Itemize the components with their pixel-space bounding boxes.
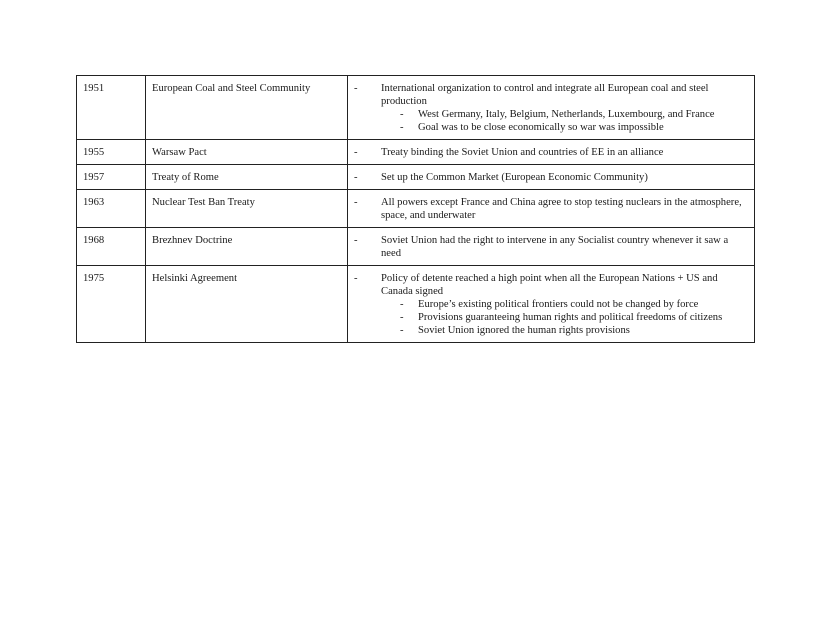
sub-note-item: - West Germany, Italy, Belgium, Netherlands, Luxembourg, and France: [400, 108, 748, 121]
notes-cell: [348, 165, 755, 190]
sub-note-item: - Provisions guaranteeing human rights and political freedoms of citizens: [400, 311, 748, 324]
notes-cell: [348, 228, 755, 266]
timeline-table-body: [77, 76, 755, 343]
event-cell: European Coal and Steel Community: [146, 76, 348, 140]
note-item: [354, 82, 748, 134]
event-cell: Treaty of Rome: [146, 165, 348, 190]
year-cell: 1951: [77, 76, 146, 140]
table-row: [77, 140, 755, 165]
note-item: [354, 272, 748, 337]
notes-list: [354, 82, 748, 134]
note-text: Policy of detente reached a high point when all the European Nations + US and Canada signed: [381, 273, 718, 297]
sub-note-item: - Soviet Union ignored the human rights provisions: [400, 324, 748, 337]
note-text: All powers except France and China agree to stop testing nuclears in the atmosphere, space, and underwater: [381, 197, 742, 221]
note-item: [354, 196, 748, 222]
year-cell: 1975: [77, 266, 146, 343]
event-cell: Brezhnev Doctrine: [146, 228, 348, 266]
notes-list: [354, 171, 748, 184]
event-cell: Helsinki Agreement: [146, 266, 348, 343]
table-row: [77, 165, 755, 190]
notes-cell: [348, 190, 755, 228]
notes-list: [354, 146, 748, 159]
notes-cell: [348, 76, 755, 140]
year-cell: 1955: [77, 140, 146, 165]
event-cell: Warsaw Pact: [146, 140, 348, 165]
notes-list: [354, 196, 748, 222]
note-item: [354, 171, 748, 184]
note-text: Treaty binding the Soviet Union and countries of EE in an alliance: [381, 147, 664, 158]
notes-list: [354, 272, 748, 337]
note-text: International organization to control and integrate all European coal and steel production: [381, 83, 709, 107]
sub-notes-list: [400, 298, 748, 337]
notes-list: [354, 234, 748, 260]
table-row: [77, 228, 755, 266]
note-item: [354, 146, 748, 159]
note-item: [354, 234, 748, 260]
year-cell: 1957: [77, 165, 146, 190]
notes-cell: [348, 140, 755, 165]
table-row: [77, 190, 755, 228]
event-cell: Nuclear Test Ban Treaty: [146, 190, 348, 228]
notes-cell: [348, 266, 755, 343]
year-cell: 1968: [77, 228, 146, 266]
sub-note-item: - Goal was to be close economically so war was impossible: [400, 121, 748, 134]
note-text: Set up the Common Market (European Economic Community): [381, 172, 648, 183]
sub-note-item: - Europe’s existing political frontiers could not be changed by force: [400, 298, 748, 311]
timeline-table: [76, 75, 755, 343]
table-row: [77, 266, 755, 343]
year-cell: 1963: [77, 190, 146, 228]
table-row: [77, 76, 755, 140]
sub-notes-list: [400, 108, 748, 134]
note-text: Soviet Union had the right to intervene in any Socialist country whenever it saw a need: [381, 235, 729, 259]
